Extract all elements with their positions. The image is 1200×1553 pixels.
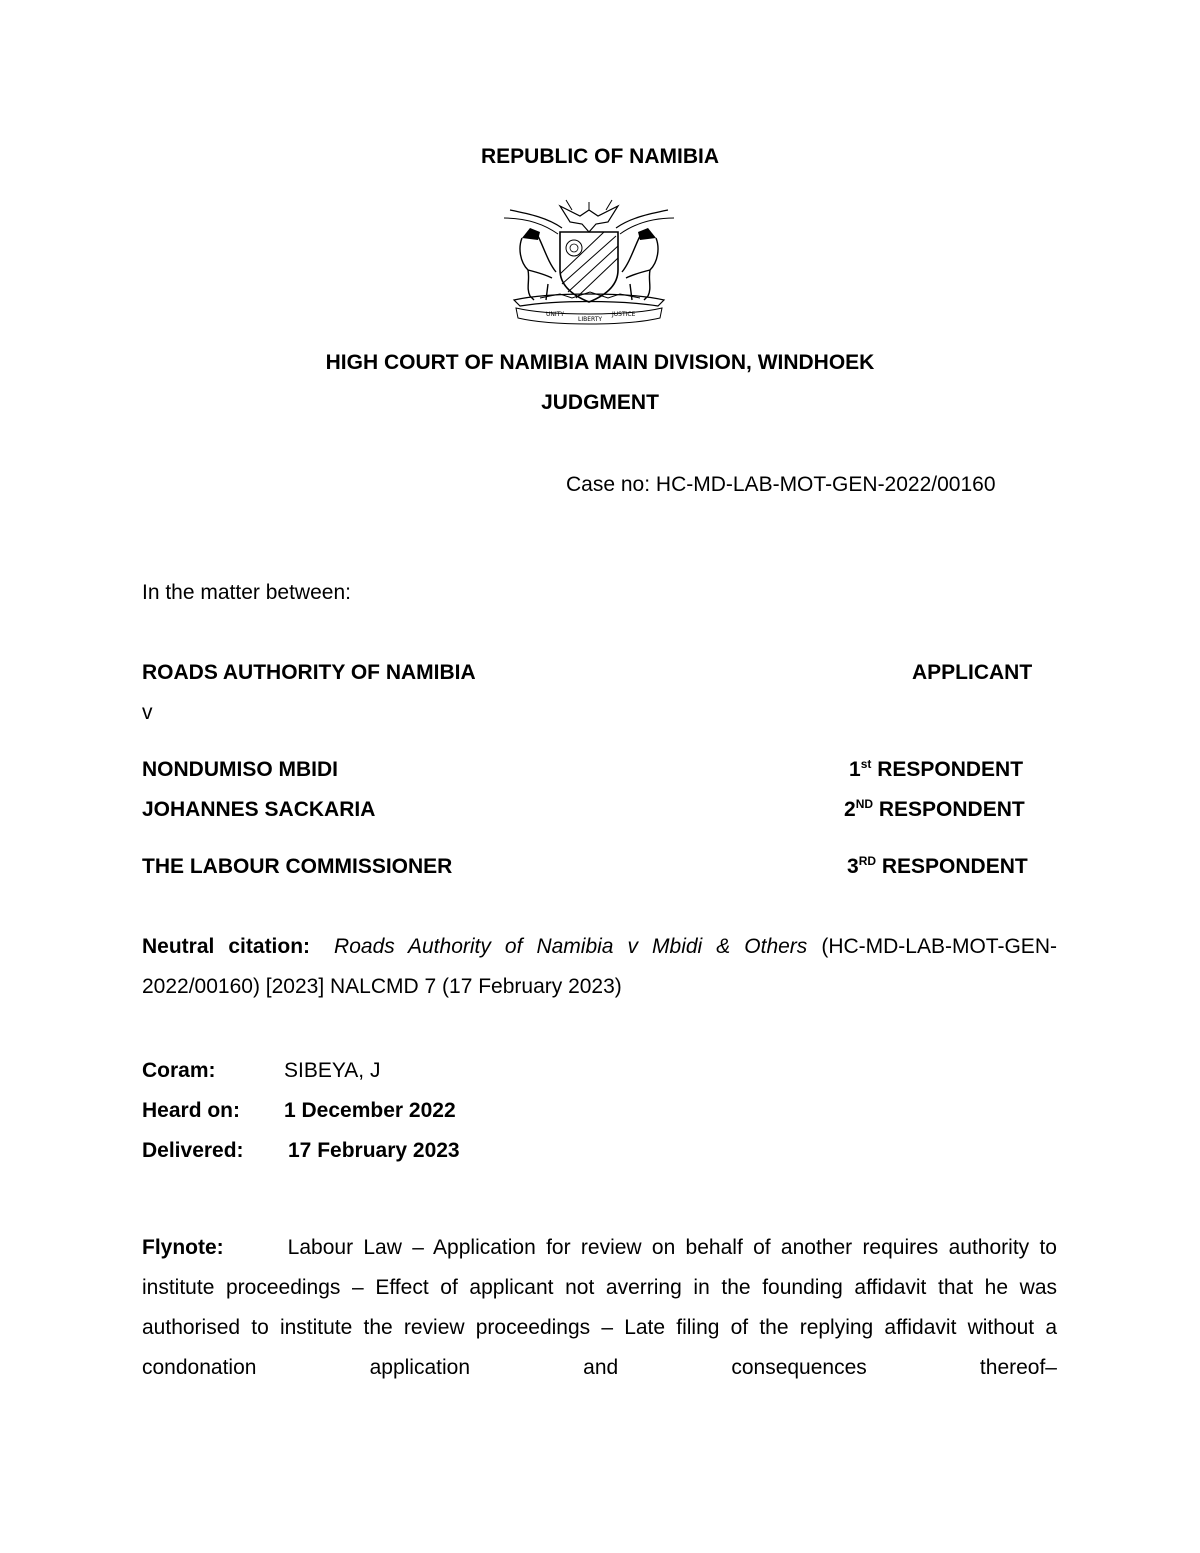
flynote-paragraph: [142, 1228, 1057, 1388]
citation-label: Neutral citation:: [142, 935, 311, 958]
heard-on-label: Heard on:: [142, 1099, 241, 1122]
role-label: RESPONDENT: [878, 798, 1025, 821]
respondent-name: JOHANNES SACKARIA: [142, 798, 376, 821]
respondent-role: [849, 759, 1023, 780]
heard-on-value: 1 December 2022: [284, 1099, 456, 1122]
applicant-name: ROADS AUTHORITY OF NAMIBIA: [142, 661, 476, 684]
coat-of-arms-emblem: [500, 188, 678, 328]
flynote-text: Labour Law – Application for review on behalf of another requires authority to institute proceedings – Effect of applicant not averring in the founding affidavit that he was authorised to institute the review proceedings – Late filing of the replying affidavit without a condonation application and consequences thereof–: [142, 1236, 1057, 1379]
matter-intro: In the matter between:: [142, 581, 351, 604]
motto-justice: JUSTICE: [612, 311, 636, 318]
ordinal-number: 3: [847, 855, 859, 878]
role-label: RESPONDENT: [881, 855, 1028, 878]
respondent-name: THE LABOUR COMMISSIONER: [142, 855, 453, 878]
motto-liberty: LIBERTY: [578, 316, 603, 323]
citation-reference: (HC-MD-LAB-MOT-GEN-2022/00160) [2023] NALCMD 7 (17 February 2023): [142, 935, 1057, 998]
respondent-name: NONDUMISO MBIDI: [142, 758, 338, 781]
delivered-label: Delivered:: [142, 1139, 244, 1162]
ordinal-suffix: ND: [855, 797, 874, 811]
respondent-role: [847, 856, 1028, 877]
case-number-value: HC-MD-LAB-MOT-GEN-2022/00160: [655, 473, 996, 496]
respondent-role: [844, 799, 1025, 820]
case-number-label: Case no:: [566, 473, 651, 496]
citation-case-name: Roads Authority of Namibia v Mbidi & Others: [334, 935, 808, 958]
delivered-value: 17 February 2023: [288, 1139, 460, 1162]
coram-value: SIBEYA, J: [284, 1059, 381, 1082]
country-heading: REPUBLIC OF NAMIBIA: [481, 145, 719, 168]
ordinal-suffix: st: [860, 757, 872, 771]
court-heading: HIGH COURT OF NAMIBIA MAIN DIVISION, WINDHOEK: [325, 351, 875, 374]
judgment-heading: JUDGMENT: [541, 391, 659, 414]
ordinal-number: 1: [849, 758, 861, 781]
neutral-citation: [142, 927, 1057, 1007]
role-label: RESPONDENT: [877, 758, 1024, 781]
ordinal-number: 2: [844, 798, 856, 821]
case-number-line: [566, 474, 996, 495]
flynote-label: Flynote:: [142, 1236, 224, 1259]
versus-marker: v: [142, 701, 153, 724]
coram-label: Coram:: [142, 1059, 216, 1082]
applicant-role: APPLICANT: [912, 661, 1033, 684]
motto-unity: UNITY: [546, 311, 564, 318]
ordinal-suffix: RD: [858, 854, 877, 868]
